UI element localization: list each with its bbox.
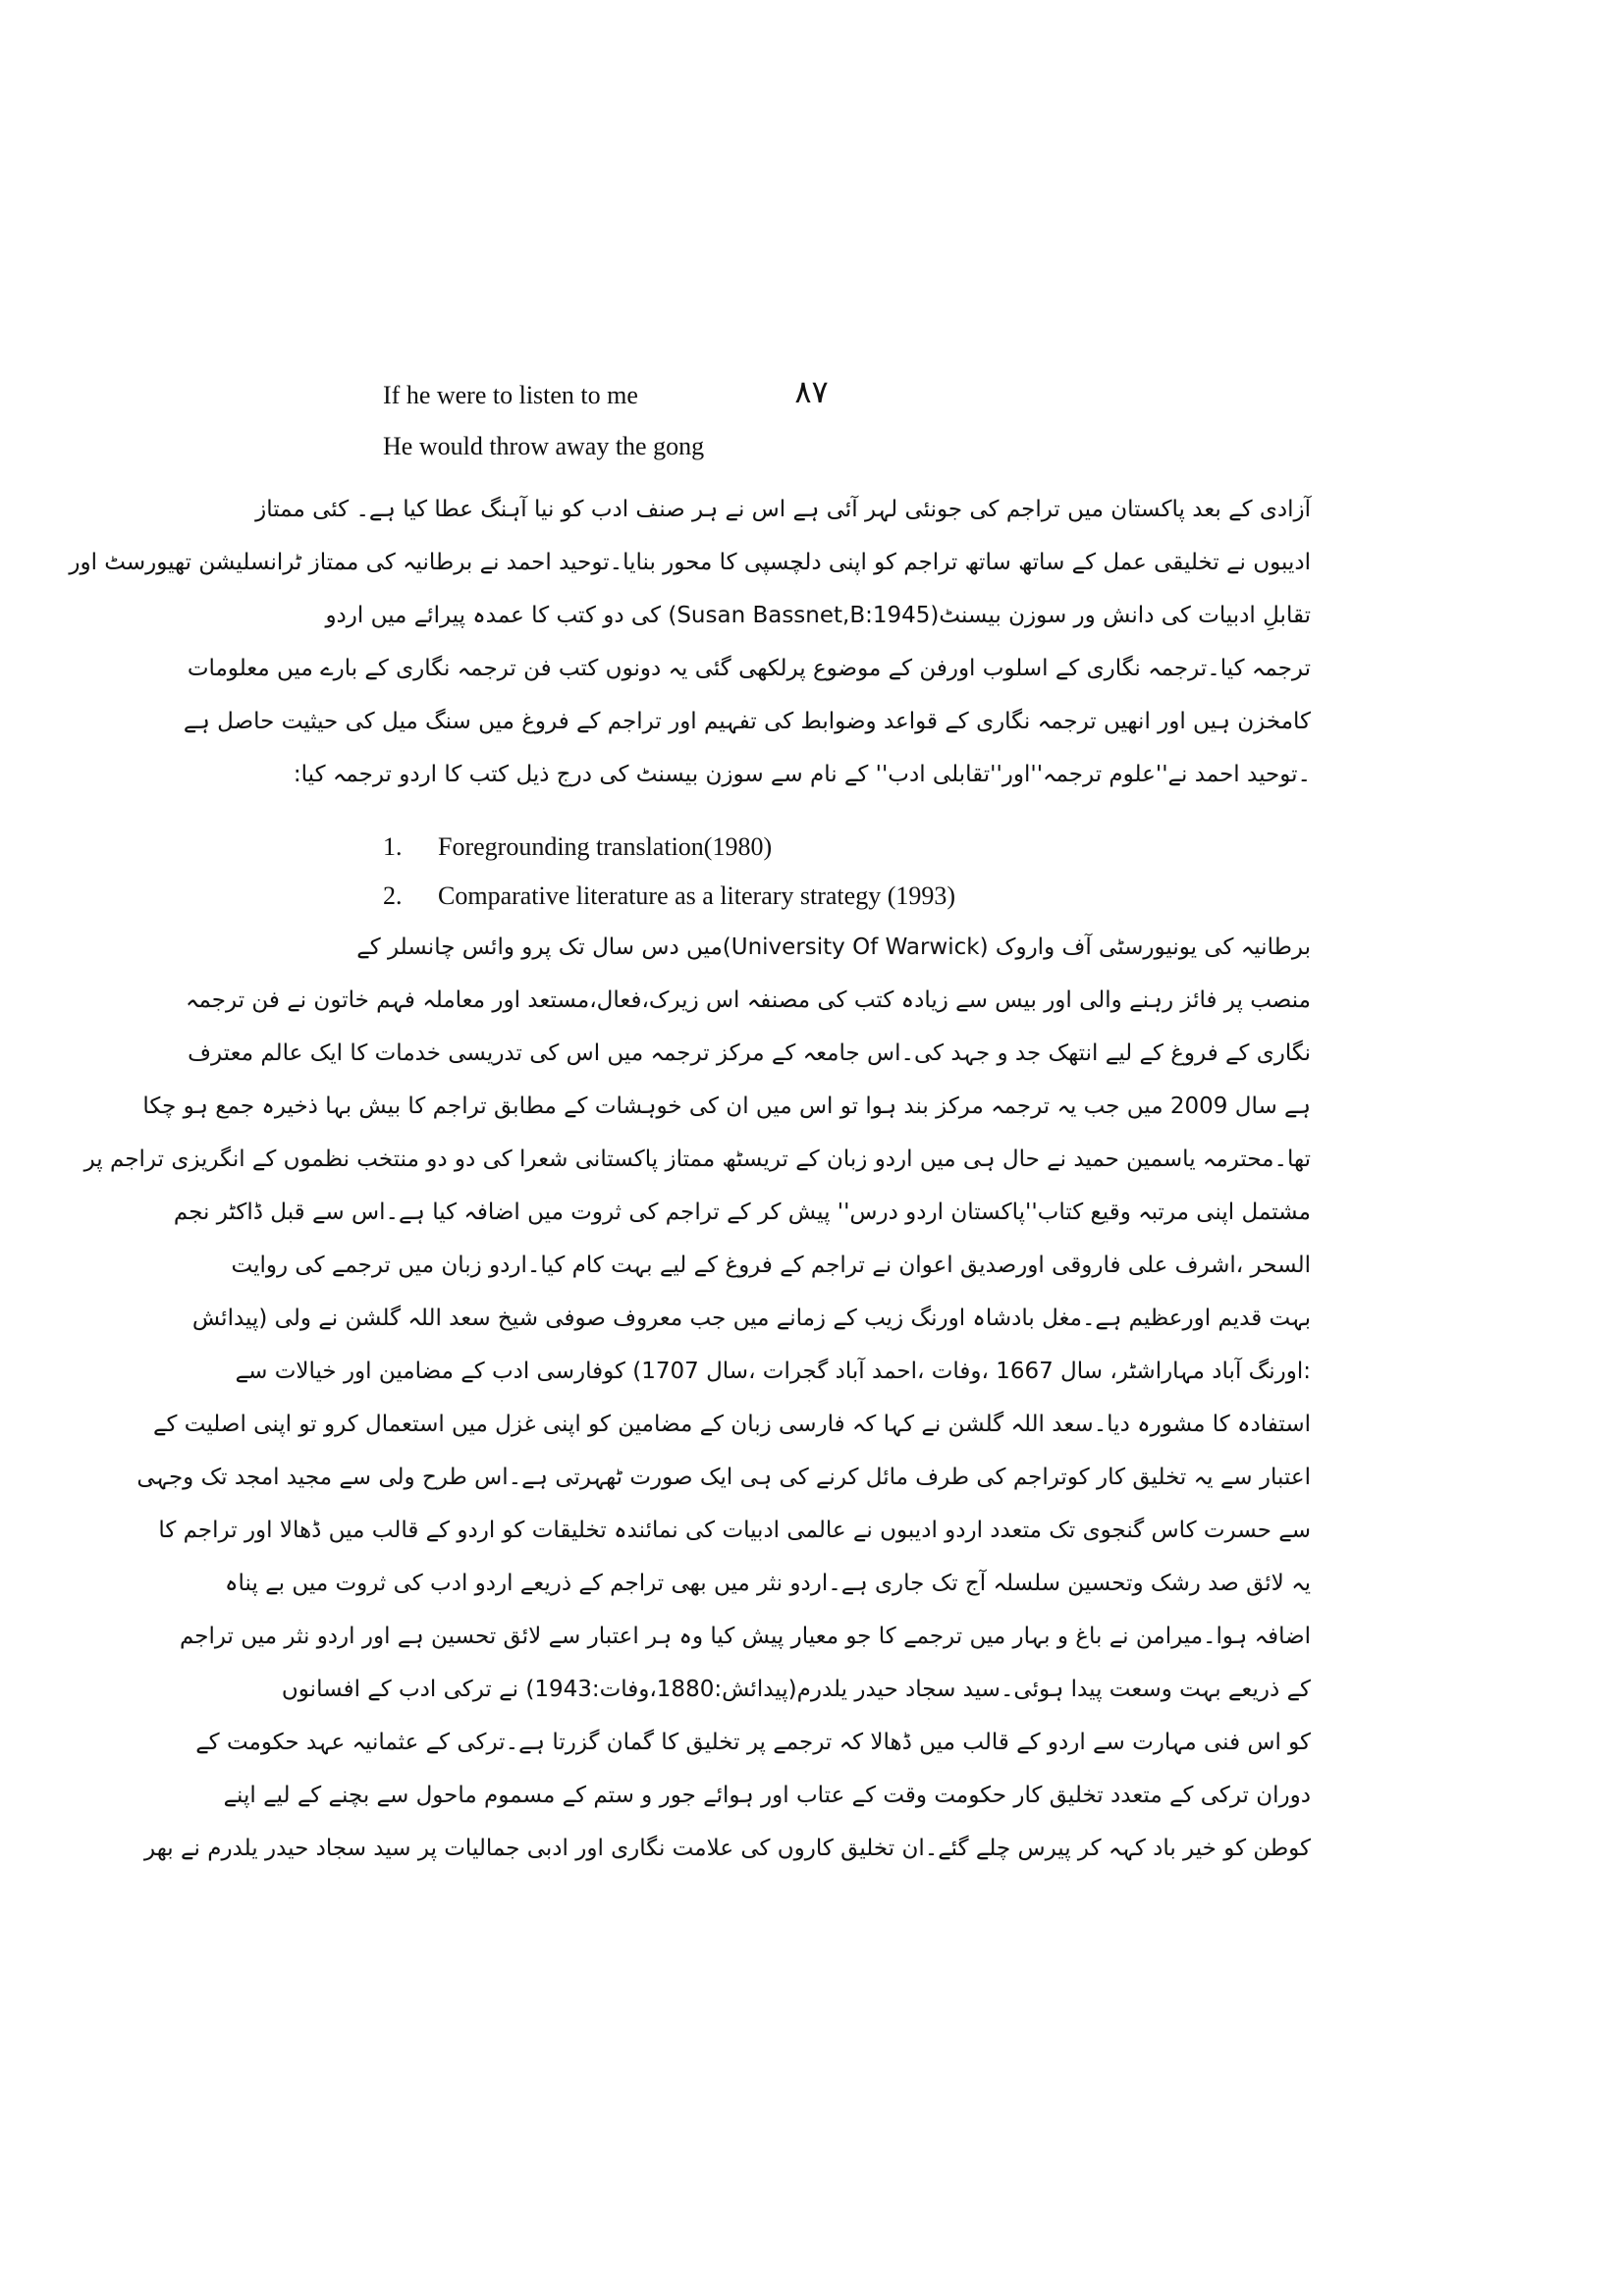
verse-line-1: If he were to listen to me xyxy=(383,381,638,409)
urdu-paragraph-1 xyxy=(69,483,1311,801)
page-number: ۸۷ xyxy=(794,373,829,410)
paragraph-line: ۔توحید احمد نے''علوم ترجمہ''اور''تقابلی ادب'' کے نام سے سوزن بیسنٹ کی درج ذیل کتب کا اردو ترجمہ کیا: xyxy=(293,762,1311,787)
list-item xyxy=(383,872,955,921)
paragraph-line: کامخزن ہیں اور انھیں ترجمہ نگاری کے قواعد وضوابط کی تفہیم اور تراجم کے فروغ میں سنگ میل کی حیثیت حاصل ہے xyxy=(183,709,1311,734)
paragraph-line: تقابلِ ادبیات کی دانش ور سوزن بیسنٹ(Susan Bassnet,B:1945) کی دو کتب کا عمدہ پیرائے میں اردو xyxy=(325,603,1311,628)
paragraph-line: کے ذریعے بہت وسعت پیدا ہوئی۔سید سجاد حیدر یلدرم(پیدائش:1880،وفات:1943) نے ترکی ادب کے افسانوں xyxy=(281,1677,1311,1702)
paragraph-line: اعتبار سے یہ تخلیق کار کوتراجم کی طرف مائل کرنے کی ہی ایک صورت ٹھہرتی ہے۔اس طرح ولی سے مجید امجد تک وجہی xyxy=(136,1465,1311,1490)
list-item xyxy=(383,823,955,872)
paragraph-line: السحر ،اشرف علی فاروقی اورصدیق اعوان نے تراجم کے فروغ کے لیے بہت کام کیا۔اردو زبان میں ترجمے کی روایت xyxy=(231,1253,1311,1278)
paragraph-line: یہ لائق صد رشک وتحسین سلسلہ آج تک جاری ہے۔اردو نثر میں بھی تراجم کے ذریعے اردو ادب کی ثروت میں بے پناہ xyxy=(225,1571,1311,1596)
paragraph-line: منصب پر فائز رہنے والی اور بیس سے زیادہ کتب کی مصنفہ اس زیرک،فعال،مستعد اور معاملہ فہم خاتون نے فن ترجمہ xyxy=(186,988,1311,1013)
urdu-paragraph-2 xyxy=(83,921,1311,1875)
paragraph-line: ترجمہ کیا۔ترجمہ نگاری کے اسلوب اورفن کے موضوع پرلکھی گئی یہ دونوں کتب فن ترجمہ نگاری کے بارے میں معلومات xyxy=(187,656,1311,681)
list-item-text: Foregrounding translation(1980) xyxy=(438,832,773,861)
paragraph-line: استفادہ کا مشورہ دیا۔سعد اللہ گلشن نے کہا کہ فارسی زبان کے مضامین کو اپنی غزل میں استعمال کرو تو اپنی اصلیت کے xyxy=(153,1412,1311,1437)
list-item-number: 2. xyxy=(383,881,403,910)
paragraph-line: دوران ترکی کے متعدد تخلیق کار حکومت وقت کے عتاب اور ہوائے جور و ستم کے مسموم ماحول سے بچنے کے لیے اپنے xyxy=(223,1783,1311,1808)
list-item-number: 1. xyxy=(383,832,403,861)
paragraph-line: ادیبوں نے تخلیقی عمل کے ساتھ ساتھ تراجم کو اپنی دلچسپی کا محور بنایا۔توحید احمد نے برطانیہ کی ممتاز ٹرانسلیشن تھیورسٹ اور xyxy=(69,550,1311,575)
paragraph-line: تھا۔محترمہ یاسمین حمید نے حال ہی میں اردو زبان کے تریسٹھ ممتاز پاکستانی شعرا کی دو دو منتخب نظموں کے انگریزی تراجم پر xyxy=(83,1147,1311,1172)
paragraph-line: برطانیہ کی یونیورسٹی آف واروک (University Of Warwick)میں دس سال تک پرو وائس چانسلر کے xyxy=(356,934,1311,960)
list-item-text: Comparative literature as a literary strategy (1993) xyxy=(438,881,956,910)
paragraph-line: کوطن کو خیر باد کہہ کر پیرس چلے گئے۔ان تخلیق کاروں کی علامت نگاری اور ادبی جمالیات پر سید سجاد حیدر یلدرم نے بھر xyxy=(144,1836,1311,1861)
paragraph-line: بہت قدیم اورعظیم ہے۔مغل بادشاہ اورنگ زیب کے زمانے میں جب معروف صوفی شیخ سعد اللہ گلشن نے ولی (پیدائش xyxy=(191,1306,1311,1331)
paragraph-line: آزادی کے بعد پاکستان میں تراجم کی جونئی لہر آئی ہے اس نے ہر صنف ادب کو نیا آہنگ عطا کیا ہے۔ کئی ممتاز xyxy=(255,497,1311,522)
paragraph-line: نگاری کے فروغ کے لیے انتھک جد و جہد کی۔اس جامعہ کے مرکز ترجمہ میں اس کی تدریسی خدمات کا ایک عالم معترف xyxy=(188,1041,1311,1066)
paragraph-line: :اورنگ آباد مہاراشٹر، سال 1667 ،وفات ،احمد آباد گجرات ،سال 1707) کوفارسی ادب کے مضامین اور خیالات سے xyxy=(235,1359,1311,1384)
paragraph-line: سے حسرت کاس گنجوی تک متعدد اردو ادیبوں نے عالمی ادبیات کی نمائندہ تخلیقات کو اردو کے قالب میں ڈھالا اور تراجم کا xyxy=(158,1518,1311,1543)
paragraph-line: مشتمل اپنی مرتبہ وقیع کتاب''پاکستان اردو درس'' پیش کر کے تراجم کی ثروت میں اضافہ کیا ہے۔اس سے قبل ڈاکٹر نجم xyxy=(173,1200,1311,1225)
paragraph-line: اضافہ ہوا۔میرامن نے باغ و بہار میں ترجمے کا جو معیار پیش کیا وہ ہر اعتبار سے لائق تحسین ہے اور اردو نثر میں تراجم xyxy=(179,1624,1311,1649)
paragraph-line: ہے سال 2009 میں جب یہ ترجمہ مرکز بند ہوا تو اس میں ان کی خوہشات کے مطابق تراجم کا بیش بہا ذخیرہ جمع ہو چکا xyxy=(142,1094,1311,1119)
paragraph-line: کو اس فنی مہارت سے اردو کے قالب میں ڈھالا کہ ترجمے پر تخلیق کا گمان گزرتا ہے۔ترکی کے عثمانیہ عہد حکومت کے xyxy=(195,1730,1311,1755)
book-list xyxy=(383,823,955,921)
verse-line-2: He would throw away the gong xyxy=(383,432,705,460)
